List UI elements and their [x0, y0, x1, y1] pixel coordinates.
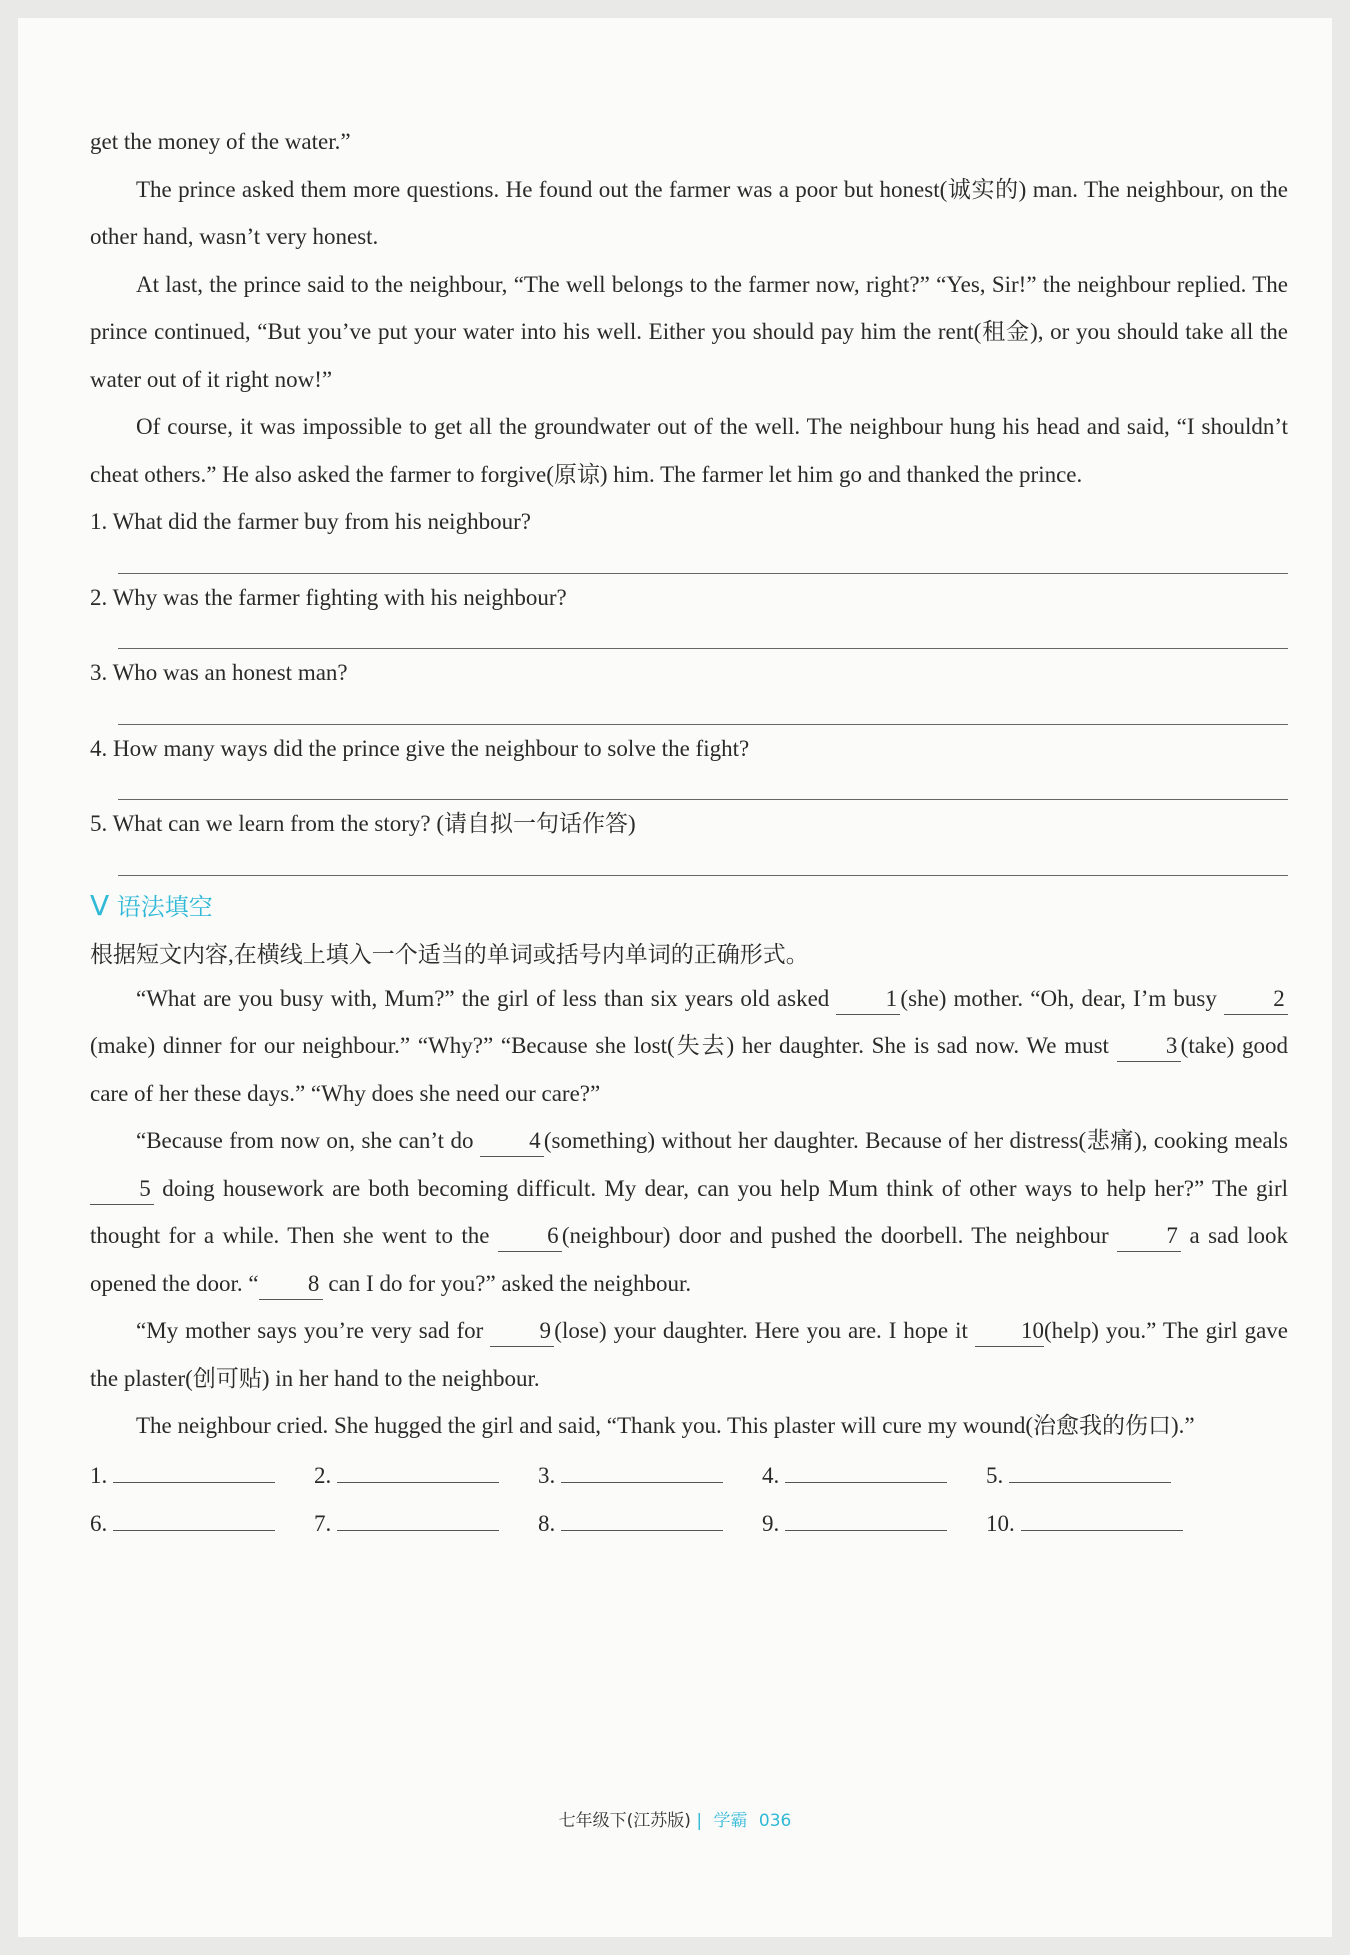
answer-slot: 8.: [538, 1502, 762, 1546]
answer-slot: 6.: [90, 1502, 314, 1546]
question-2: 2. Why was the farmer fighting with his neighbour?: [90, 584, 567, 610]
passage-paragraph: The prince asked them more questions. He found out the farmer was a poor but honest(诚实的) man. The neighbour, on the other hand, wasn’t very honest.: [90, 176, 1288, 249]
answer-blank-3[interactable]: [561, 1458, 723, 1483]
section-title: 语法填空: [116, 892, 213, 921]
answer-blank-1[interactable]: [113, 1458, 275, 1483]
answer-line-3[interactable]: [118, 697, 1288, 725]
answer-slot: 3.: [538, 1454, 762, 1498]
passage-paragraph: get the money of the water.”: [90, 129, 351, 154]
blank-1[interactable]: 1: [836, 984, 900, 1015]
page-content: [90, 118, 1288, 1546]
cloze-paragraph: The neighbour cried. She hugged the girl and said, “Thank you. This plaster will cure my wound(治愈我的伤口).”: [136, 1413, 1195, 1438]
blank-2[interactable]: 2: [1224, 984, 1288, 1015]
answer-slot: 10.: [986, 1502, 1210, 1546]
section-heading: [90, 878, 1288, 935]
answer-blank-4[interactable]: [785, 1458, 947, 1483]
answer-blank-10[interactable]: [1021, 1506, 1183, 1531]
question-4: 4. How many ways did the prince give the neighbour to solve the fight?: [90, 735, 750, 761]
answer-line-1[interactable]: [118, 546, 1288, 574]
section-instruction: 根据短文内容,在横线上填入一个适当的单词或括号内单词的正确形式。: [90, 941, 809, 967]
cloze-paragraph: “What are you busy with, Mum?” the girl of less than six years old asked 1 (she) mother. “Oh, dear, I’m busy 2(make) dinner for our neighbour.” “Why?” “Because she lost(失去) her daughter. She is sad now. We must 3 (take) good care of her these days.” “Why does she need our care?”: [90, 985, 1288, 1106]
answer-slot: 2.: [314, 1454, 538, 1498]
blank-3[interactable]: 3: [1117, 1031, 1181, 1062]
question-3: 3. Who was an honest man?: [90, 660, 348, 685]
answer-blank-5[interactable]: [1009, 1458, 1171, 1483]
passage-paragraph: At last, the prince said to the neighbour, “The well belongs to the farmer now, right?” “Yes, Sir!” the neighbour replied. The prince continued, “But you’ve put your water into his well. Either you should pay him the rent(租金), or you should take all the water out of it right now!”: [90, 271, 1288, 392]
brand-name: 学霸: [713, 1811, 748, 1831]
answer-line-4[interactable]: [118, 772, 1288, 800]
section-number: V: [90, 888, 110, 922]
worksheet-page: [18, 18, 1332, 1937]
answer-blank-7[interactable]: [337, 1506, 499, 1531]
answer-blank-2[interactable]: [337, 1458, 499, 1483]
cloze-paragraph: “My mother says you’re very sad for 9 (lose) your daughter. Here you are. I hope it 10(help) you.” The girl gave the plaster(创可贴) in her hand to the neighbour.: [90, 1318, 1289, 1391]
blank-10[interactable]: 10: [975, 1316, 1044, 1347]
answer-line-5[interactable]: [118, 848, 1288, 876]
cloze-paragraph: “Because from now on, she can’t do 4 (something) without her daughter. Because of her distress(悲痛), cooking meals 5 doing housework are both becoming difficult. My dear, can you help Mum think of other ways to help her?” The girl thought for a while. Then she went to the 6 (neighbour) door and pushed the doorbell. The neighbour 7 a sad look opened the door. “ 8 can I do for you?” asked the neighbour.: [90, 1117, 1288, 1307]
answer-row-1: [90, 1454, 1288, 1498]
answer-slot: 4.: [762, 1454, 986, 1498]
blank-9[interactable]: 9: [490, 1316, 554, 1347]
blank-7[interactable]: 7: [1117, 1221, 1181, 1252]
answer-blank-9[interactable]: [785, 1506, 947, 1531]
passage-paragraph: Of course, it was impossible to get all the groundwater out of the well. The neighbour hung his head and said, “I shouldn’t cheat others.” He also asked the farmer to forgive(原谅) him. The farmer let him go and thanked the prince.: [90, 414, 1288, 487]
blank-8[interactable]: 8: [259, 1269, 323, 1300]
blank-6[interactable]: 6: [498, 1221, 562, 1252]
answer-blank-8[interactable]: [561, 1506, 723, 1531]
page-footer: [0, 1806, 1350, 1831]
blank-4[interactable]: 4: [480, 1126, 544, 1157]
footer-separator: |: [696, 1811, 703, 1831]
answer-slot: 1.: [90, 1454, 314, 1498]
answer-row-2: [90, 1502, 1288, 1546]
question-1: 1. What did the farmer buy from his neighbour?: [90, 509, 531, 534]
question-5: 5. What can we learn from the story? (请自拟一句话作答): [90, 811, 636, 836]
answer-slot: 9.: [762, 1502, 986, 1546]
answer-slot: 7.: [314, 1502, 538, 1546]
blank-5[interactable]: 5: [90, 1174, 154, 1205]
grade-label: 七年级下(江苏版): [558, 1811, 691, 1831]
page-number: 036: [758, 1811, 792, 1831]
answer-slot: 5.: [986, 1454, 1210, 1498]
answer-blank-6[interactable]: [113, 1506, 275, 1531]
answer-line-2[interactable]: [118, 621, 1288, 649]
